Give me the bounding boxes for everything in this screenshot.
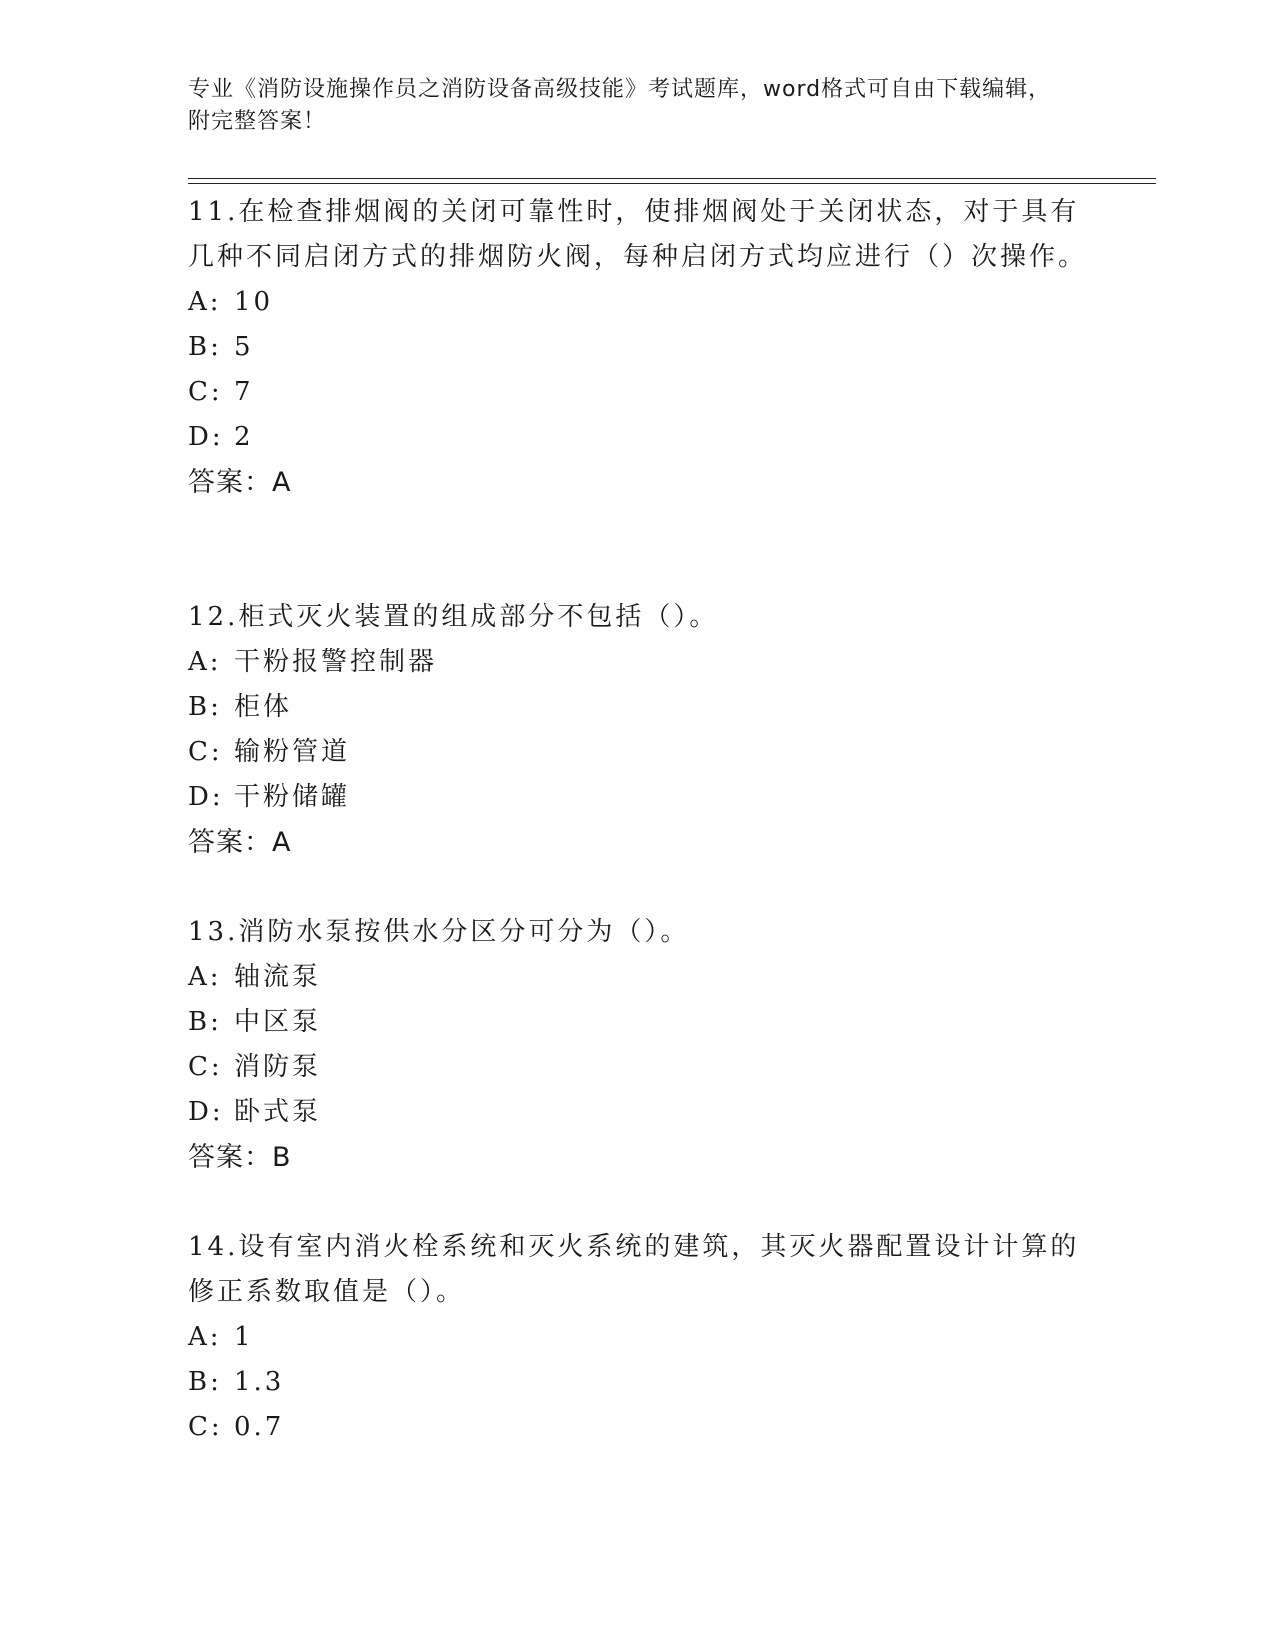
question-stem: 13.消防水泵按供水分区分可分为（）。 [188, 917, 690, 947]
option-text: 柜体 [234, 692, 293, 722]
option-text: 卧式泵 [234, 1097, 322, 1127]
question-11 [188, 190, 1088, 505]
option-label: C: [188, 377, 223, 407]
option-label: C: [188, 1412, 223, 1442]
option-a [188, 1315, 1088, 1360]
option-text: 7 [234, 377, 254, 407]
option-d [188, 1090, 1088, 1135]
option-text: 2 [234, 422, 254, 452]
question-stem: 12.柜式灭火装置的组成部分不包括（）。 [188, 602, 719, 632]
option-label: B: [188, 692, 222, 722]
option-c [188, 370, 1088, 415]
option-b [188, 1000, 1088, 1045]
answer: 答案：A [188, 467, 292, 498]
option-label: C: [188, 737, 223, 767]
option-text: 中区泵 [234, 1007, 322, 1037]
option-c [188, 730, 1088, 775]
option-label: D: [188, 422, 224, 452]
question-13 [188, 910, 1088, 1180]
option-b [188, 325, 1088, 370]
option-text: 1.3 [234, 1367, 285, 1397]
option-text: 轴流泵 [234, 962, 322, 992]
option-label: A: [188, 962, 222, 992]
question-stem: 14.设有室内消火栓系统和灭火系统的建筑，其灭火器配置设计计算的修正系数取值是（）。 [188, 1232, 1080, 1307]
option-d [188, 775, 1088, 820]
option-label: D: [188, 1097, 224, 1127]
option-a [188, 280, 1088, 325]
option-label: A: [188, 647, 222, 677]
question-12 [188, 595, 1088, 865]
option-b [188, 1360, 1088, 1405]
option-d [188, 415, 1088, 460]
option-label: B: [188, 332, 222, 362]
option-label: A: [188, 1322, 222, 1352]
option-label: B: [188, 1007, 222, 1037]
option-text: 1 [234, 1322, 254, 1352]
answer: 答案：B [188, 1142, 292, 1173]
option-text: 干粉储罐 [234, 782, 351, 812]
option-c [188, 1045, 1088, 1090]
option-text: 10 [234, 287, 274, 317]
option-a [188, 640, 1088, 685]
option-label: C: [188, 1052, 223, 1082]
option-b [188, 685, 1088, 730]
question-stem: 11.在检查排烟阀的关闭可靠性时，使排烟阀处于关闭状态，对于具有几种不同启闭方式的排烟防火阀，每种启闭方式均应进行（）次操作。 [188, 197, 1088, 272]
option-c [188, 1405, 1088, 1450]
header-rule-bottom [188, 183, 1156, 184]
answer: 答案：A [188, 827, 292, 858]
header-rule-top [188, 178, 1156, 179]
option-text: 输粉管道 [234, 737, 351, 767]
option-label: B: [188, 1367, 222, 1397]
option-text: 5 [234, 332, 254, 362]
document-header: 专业《消防设施操作员之消防设备高级技能》考试题库，word格式可自由下载编辑，附完整答案！ [188, 77, 1052, 134]
option-label: A: [188, 287, 222, 317]
option-a [188, 955, 1088, 1000]
option-text: 干粉报警控制器 [234, 647, 438, 677]
option-text: 0.7 [234, 1412, 285, 1442]
option-text: 消防泵 [234, 1052, 322, 1082]
question-14 [188, 1225, 1088, 1450]
option-label: D: [188, 782, 224, 812]
